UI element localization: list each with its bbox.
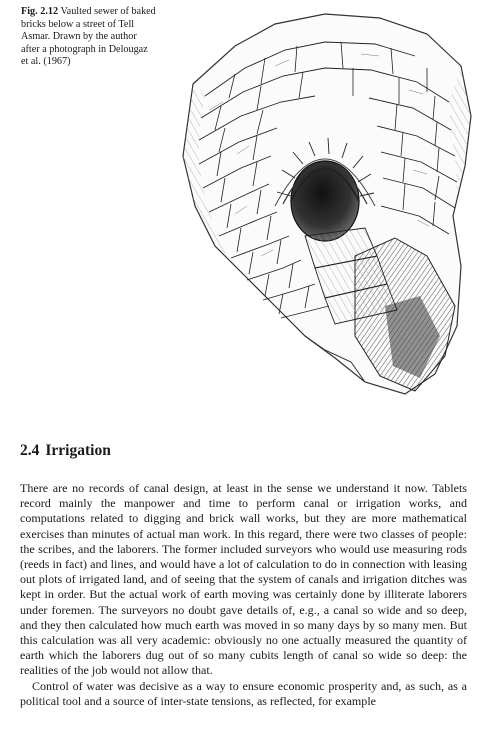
section-title: Irrigation	[45, 442, 111, 459]
paragraph: Control of water was decisive as a way to ensure economic prosperity and, as such, as a political tool and a source of inter-state tensions, as reflected, for example	[20, 678, 467, 708]
body-text	[20, 481, 467, 709]
section-heading	[20, 442, 111, 460]
figure-number: Fig. 2.12	[21, 6, 59, 17]
figure-caption-text: Vaulted sewer of baked bricks below a street of Tell Asmar. Drawn by the author after a photograph in Delougaz et al. (1967)	[21, 6, 156, 68]
figure-caption	[21, 6, 156, 69]
vaulted-sewer-drawing	[165, 6, 477, 398]
paragraph: There are no records of canal design, at least in the sense we understand it now. Tablets record mainly the manpower and time to perform canal or irrigation works, and computations related to digging and brick wall works, but they are more mathematical exercises than minutes of actual man work. In this regard, there were two classes of people: the scribes, and the laborers. The former included surveyors who would use measuring rods (reeds in fact) and lines, and would have a lot of calculation to do in connection with leasing out plots of irrigated land, and of seeing that the system of canals and irrigation ditches was kept in order. But the actual work of earth moving was certainly done by illiterate laborers under foremen. The surveyors no doubt gave details of, e.g., a canal so wide and so deep, and they then calculated how much earth was moved in so many days by so many men. But this calculation was all very academic: obviously no one actually measured the quantity of earth which the laborers dug out of so many cubits length of canal so wide so deep: the realities of the job would not allow that.	[20, 481, 467, 678]
section-number: 2.4	[20, 442, 40, 459]
